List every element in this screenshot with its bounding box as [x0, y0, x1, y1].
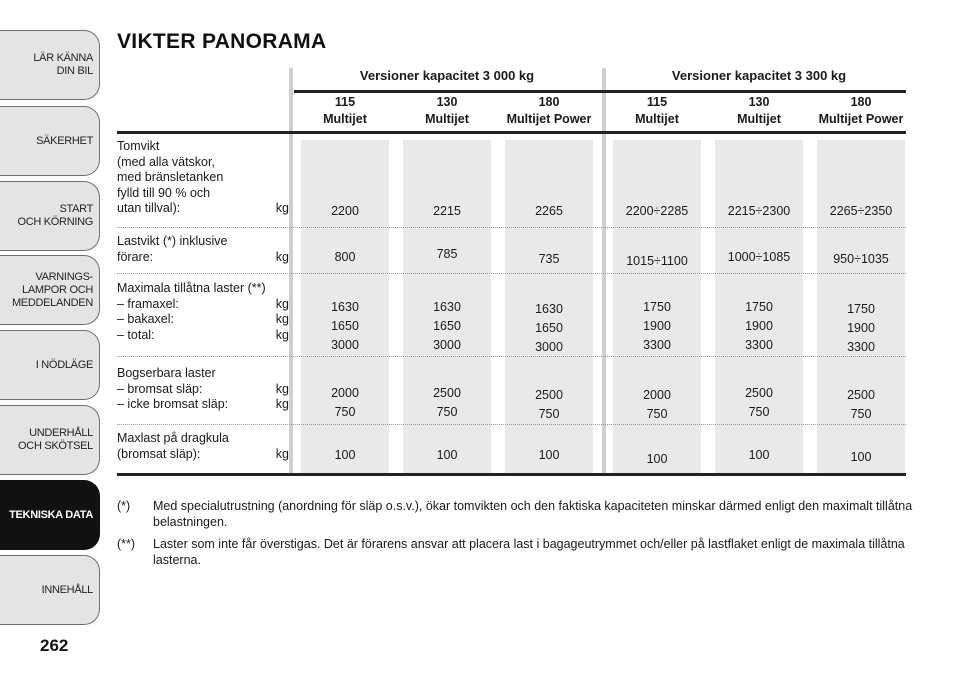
row-label-line: [117, 328, 289, 344]
sidebar-tab[interactable]: START OCH KÖRNING: [0, 181, 100, 251]
cell-value: 3000: [433, 338, 461, 352]
cell-value: 2215÷2300: [727, 204, 791, 218]
cell-value: 100: [538, 448, 560, 462]
row-label-line: [117, 155, 289, 171]
cell-value: 735: [538, 252, 560, 266]
footnote-text: Med specialutrustning (anordning för släp o.s.v.), ökar tomvikten och den faktiska kapaciteten minskar därmed enligt den maximalt tillåtna belastningen.: [153, 499, 913, 529]
table-cell: [294, 202, 396, 221]
header-rule: [294, 90, 906, 93]
row-label: [117, 366, 289, 413]
cell-value: 750: [538, 407, 560, 421]
row-label-text: – bakaxel:: [117, 312, 174, 326]
table-cell: [498, 250, 600, 269]
table-cell: [606, 252, 708, 271]
unit-label: kg: [275, 296, 289, 311]
table-cell: [294, 384, 396, 422]
sidebar-tab[interactable]: VARNINGS- LAMPOR OCH MEDDELANDEN: [0, 255, 100, 325]
cell-value: 100: [334, 448, 356, 462]
row-label-line: [117, 366, 289, 382]
row-label-line: [117, 297, 289, 313]
unit-label: kg: [275, 397, 289, 411]
table-cell: [396, 384, 498, 422]
cell-value: 1650: [331, 319, 359, 333]
row-label-line: [117, 170, 289, 186]
table-cell: [708, 384, 810, 422]
column-engine-number: 115: [334, 95, 356, 109]
table-cell: [498, 386, 600, 424]
table-cell: [498, 300, 600, 357]
row-divider: [117, 424, 906, 425]
unit-label: kg: [275, 249, 289, 264]
row-label-text: – icke bromsat släp:: [117, 397, 229, 411]
cell-value: 2265: [535, 204, 563, 218]
table-cell: [810, 448, 912, 467]
column-engine-number: 180: [850, 95, 872, 109]
cell-value: 1630: [433, 300, 461, 314]
row-label-text: fylld till 90 % och: [117, 185, 211, 200]
page-number: 262: [40, 636, 69, 655]
column-header: [396, 94, 498, 128]
column-engine-name: Multijet Power: [818, 112, 904, 126]
table-cell: [606, 202, 708, 221]
column-engine-number: 130: [748, 95, 770, 109]
row-label: [117, 234, 289, 265]
row-label-line: [117, 312, 289, 328]
column-header: [294, 94, 396, 128]
table-cell: [396, 245, 498, 264]
column-separator: [289, 68, 293, 474]
footnote-1: [117, 498, 917, 530]
column-engine-number: 130: [436, 95, 458, 109]
sidebar-navigation: [0, 0, 104, 677]
cell-value: 3300: [847, 340, 875, 354]
column-header: [498, 94, 600, 128]
table-cell: [708, 202, 810, 221]
table-cell: [810, 250, 912, 269]
cell-value: 1650: [535, 321, 563, 335]
unit-label: kg: [275, 327, 289, 342]
cell-value: 3000: [535, 340, 563, 354]
unit-label: kg: [275, 312, 289, 326]
column-engine-name: Multijet: [635, 112, 679, 126]
cell-value: 1750: [643, 300, 671, 314]
row-label-text: – bromsat släp:: [117, 381, 203, 396]
cell-value: 750: [436, 405, 458, 419]
group-header: Versioner kapacitet 3 000 kg: [359, 68, 535, 83]
group-header: Versioner kapacitet 3 300 kg: [671, 68, 847, 83]
cell-value: 800: [334, 250, 356, 264]
row-label-line: [117, 139, 289, 155]
cell-value: 2000: [331, 386, 359, 400]
row-label-text: – framaxel:: [117, 296, 179, 311]
cell-value: 2265÷2350: [829, 204, 893, 218]
cell-value: 100: [850, 450, 872, 464]
column-engine-name: Multijet: [323, 112, 367, 126]
row-label-line: [117, 281, 289, 297]
row-label-line: [117, 234, 289, 250]
cell-value: 3000: [331, 338, 359, 352]
cell-value: 1000÷1085: [727, 250, 791, 264]
row-label-text: (bromsat släp):: [117, 446, 201, 461]
row-label-text: Maximala tillåtna laster (**): [117, 281, 266, 295]
cell-value: 1630: [331, 300, 359, 314]
column-engine-name: Multijet: [425, 112, 469, 126]
cell-value: 2500: [745, 386, 773, 400]
sidebar-tab[interactable]: LÄR KÄNNA DIN BIL: [0, 30, 100, 100]
column-engine-number: 115: [646, 95, 668, 109]
cell-value: 1650: [433, 319, 461, 333]
cell-value: 100: [748, 448, 770, 462]
row-label-text: – total:: [117, 327, 155, 342]
sidebar-tab[interactable]: TEKNISKA DATA: [0, 480, 100, 550]
cell-value: 1750: [745, 300, 773, 314]
row-label-text: Lastvikt (*) inklusive: [117, 234, 228, 248]
table-cell: [810, 300, 912, 357]
row-label-line: [117, 431, 289, 447]
column-header: [810, 94, 912, 128]
header-bottom-rule: [117, 131, 906, 134]
cell-value: 2500: [847, 388, 875, 402]
cell-value: 3300: [745, 338, 773, 352]
table-cell: [294, 248, 396, 267]
cell-value: 100: [436, 448, 458, 462]
table-cell: [498, 202, 600, 221]
column-engine-name: Multijet Power: [506, 112, 592, 126]
cell-value: 1630: [535, 302, 563, 316]
cell-value: 1900: [847, 321, 875, 335]
footnote-mark: (*): [117, 499, 131, 513]
table-cell: [396, 298, 498, 355]
cell-value: 1750: [847, 302, 875, 316]
row-label-text: utan tillval):: [117, 201, 181, 215]
unit-label: kg: [275, 201, 289, 215]
cell-value: 750: [646, 407, 668, 421]
cell-value: 1900: [643, 319, 671, 333]
row-label: [117, 139, 289, 217]
cell-value: 785: [436, 247, 458, 261]
cell-value: 750: [748, 405, 770, 419]
row-label-line: [117, 397, 289, 413]
page-title: VIKTER PANORAMA: [117, 30, 327, 53]
row-label-text: (med alla vätskor,: [117, 154, 215, 169]
footnote-text: Laster som inte får överstigas. Det är förarens ansvar att placera last i bagageutrymmet och/eller på lastflaket enligt de maximala tillåtna lasterna.: [153, 537, 905, 567]
table-cell: [396, 202, 498, 221]
cell-value: 100: [646, 452, 668, 466]
table-cell: [810, 386, 912, 424]
row-label-line: [117, 382, 289, 398]
sidebar-tab[interactable]: SÄKERHET: [0, 106, 100, 176]
column-engine-name: Multijet: [737, 112, 781, 126]
table-cell: [708, 446, 810, 465]
column-header: [606, 94, 708, 128]
row-label-text: Bogserbara laster: [117, 366, 216, 380]
cell-value: 2215: [433, 204, 461, 218]
unit-label: kg: [275, 381, 289, 396]
table-cell: [294, 446, 396, 465]
column-header: [708, 94, 810, 128]
table-cell: [498, 446, 600, 465]
row-label-text: med bränsletanken: [117, 170, 224, 184]
row-label-text: förare:: [117, 249, 154, 264]
cell-value: 2500: [433, 386, 461, 400]
cell-value: 2200÷2285: [625, 204, 689, 218]
cell-value: 2200: [331, 204, 359, 218]
sidebar-tab[interactable]: INNEHÅLL: [0, 555, 100, 625]
footnote-2: [117, 536, 917, 568]
row-label-line: [117, 201, 289, 217]
cell-value: 1900: [745, 319, 773, 333]
table-cell: [810, 202, 912, 221]
row-label-text: Maxlast på dragkula: [117, 431, 229, 445]
table-cell: [708, 298, 810, 355]
table-cell: [396, 446, 498, 465]
table-bottom-rule: [117, 473, 906, 476]
footnote-mark: (**): [117, 537, 136, 551]
row-label-line: [117, 250, 289, 266]
row-label-text: Tomvikt: [117, 139, 160, 153]
table-cell: [708, 248, 810, 267]
row-divider: [117, 227, 906, 228]
sidebar-tab[interactable]: UNDERHÅLL OCH SKÖTSEL: [0, 405, 100, 475]
cell-value: 750: [850, 407, 872, 421]
table-cell: [294, 298, 396, 355]
table-cell: [606, 386, 708, 424]
unit-label: kg: [275, 446, 289, 461]
cell-value: 950÷1035: [833, 252, 889, 266]
column-engine-number: 180: [538, 95, 560, 109]
sidebar-tab[interactable]: I NÖDLÄGE: [0, 330, 100, 400]
cell-value: 1015÷1100: [626, 254, 688, 268]
cell-value: 2500: [535, 388, 563, 402]
row-label-line: [117, 447, 289, 463]
row-divider: [117, 273, 906, 274]
row-label: [117, 431, 289, 462]
cell-value: 750: [334, 405, 356, 419]
row-label-line: [117, 186, 289, 202]
cell-value: 2000: [643, 388, 671, 402]
row-label: [117, 281, 289, 343]
cell-value: 3300: [643, 338, 671, 352]
table-cell: [606, 298, 708, 355]
table-cell: [606, 450, 708, 469]
